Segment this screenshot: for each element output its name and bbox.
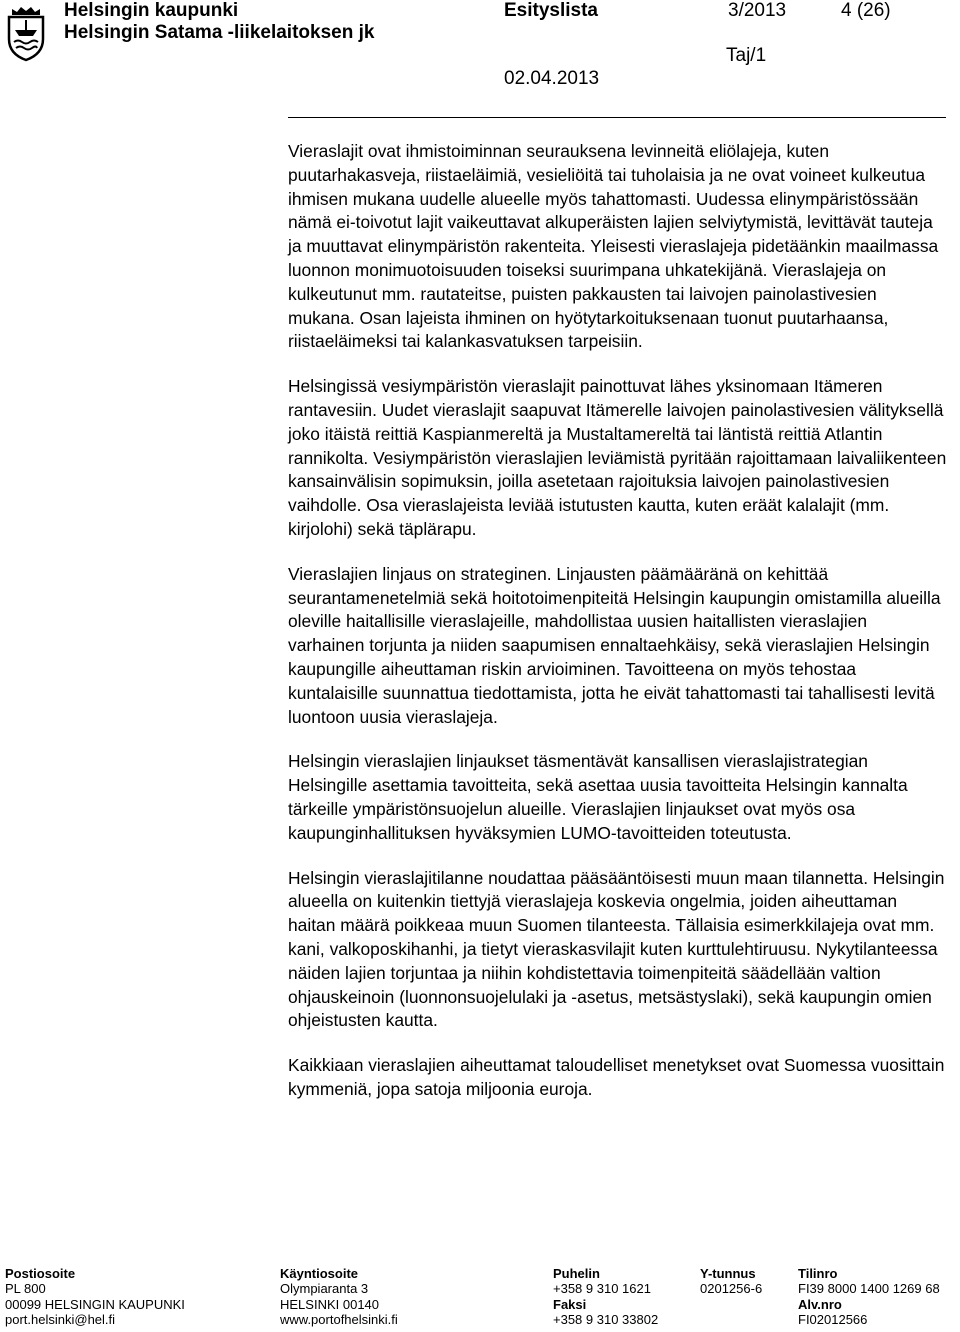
footer-heading: Faksi	[553, 1296, 587, 1312]
section-code: Taj/1	[726, 45, 767, 66]
footer-phone-number: +358 9 310 1621	[553, 1281, 651, 1297]
organization-name: Helsingin kaupunki	[64, 0, 239, 21]
footer-visiting-address	[280, 1266, 398, 1328]
footer-vat-number: FI02012566	[798, 1312, 868, 1328]
footer-heading: Y-tunnus	[700, 1266, 756, 1281]
body-paragraph: Kaikkiaan vieraslajien aiheuttamat taloudelliset menetykset ovat Suomessa vuosittain kymmeniä, jopa satoja miljoonia euroja.	[288, 1055, 945, 1099]
body-paragraph: Vieraslajit ovat ihmistoiminnan seurauksena levinneitä eliölajeja, kuten puutarhakasveja, riistaeläimiä, vesieliöitä tai tuholaisia ja ne ovat voineet kulkeutua ihmisen mukana uudelle alueelle myös tahattomasti. Uudessa elinympäristössään nämä ei-toivotut lajit vaikeuttavat alkuperäisten lajien selviytymistä, levittävät tauteja ja muuttavat elinympäristön rakenteita. Yleisesti vieraslajeja pidetäänkin maailmassa luonnon monimuotoisuuden toiseksi suurimpana uhkatekijänä. Vieraslajeja on kulkeutunut mm. rautateitse, puisten pakkausten tai laivojen painolastivesien mukana. Osan lajeista ihminen on hyötytarkoituksenaan tuonut puutarhaansa, riistaeläimeksi tai kalankasvatuksen tarpeisiin.	[288, 141, 939, 352]
document-type: Esityslista	[504, 0, 598, 21]
meeting-date: 02.04.2013	[504, 68, 600, 89]
footer-postal-address	[5, 1266, 185, 1328]
footer-account-number: FI39 8000 1400 1269 68	[798, 1281, 940, 1297]
footer-business-id-value: 0201256-6	[700, 1281, 763, 1297]
page-number: 4 (26)	[841, 0, 891, 21]
body-paragraph: Helsingin vieraslajitilanne noudattaa pääsääntöisesti muun maan tilannetta. Helsingin alueella on kuitenkin tiettyjä vieraslajeja koskevia ongelmia, joiden aiheuttaman haitan määrä poikkeaa muun Suomen tilanteesta. Tällaisia esimerkkilajeja ovat mm. kani, valkoposkihanhi, ja tietyt vieraskasvilajit kuten kurttulehtiruusu. Nykytilanteessa näiden lajien torjuntaa ja niihin kohdistettavia toimenpiteitä säädellään valtion ohjauskeinoin (luonnonsuojelulaki ja -asetus, metsästyslaki), sekä kaupungin omien ohjeistusten kautta.	[288, 867, 945, 1031]
footer-website: www.portofhelsinki.fi	[280, 1312, 398, 1328]
footer-heading: Tilinro	[798, 1266, 838, 1281]
footer-line: Olympiaranta 3	[280, 1281, 369, 1297]
department-name: Helsingin Satama -liikelaitoksen jk	[64, 22, 375, 43]
footer-fax-number: +358 9 310 33802	[553, 1312, 659, 1328]
document-number: 3/2013	[728, 0, 787, 21]
body-paragraph: Helsingin vieraslajien linjaukset täsmentävät kansallisen vieraslajistrategian Helsingille asettamia tavoitteita, sekä asettaa uusia tavoitteita Helsingin kannalta tärkeille ympäristönsuojelun alueille. Vieraslajien linjaukset ovat myös osa kaupunginhallituksen hyväksymien LUMO-tavoitteiden toteutusta.	[288, 751, 908, 843]
footer-heading: Postiosoite	[5, 1266, 76, 1281]
document-body	[288, 140, 948, 1123]
helsinki-coat-of-arms-icon	[6, 6, 46, 62]
header-divider	[288, 117, 946, 118]
footer-heading: Käyntiosoite	[280, 1266, 359, 1281]
footer-phone	[553, 1266, 658, 1328]
footer-account	[798, 1266, 940, 1328]
footer-line: HELSINKI 00140	[280, 1296, 380, 1312]
footer-heading: Alv.nro	[798, 1296, 842, 1312]
footer-line: PL 800	[5, 1281, 46, 1297]
footer-line: 00099 HELSINGIN KAUPUNKI	[5, 1296, 185, 1312]
body-paragraph: Helsingissä vesiympäristön vieraslajit painottuvat lähes yksinomaan Itämeren rantavesiin. Uudet vieraslajit saapuvat Itämerelle laivojen painolastivesien välityksellä joko itäistä reittiä Kaspianmereltä ja Mustaltamereltä tai läntistä reittiä Atlantin rannikolta. Vesiympäristön vieraslajien leviämistä pyritään rajoittamaan laivaliikenteen kansainvälisin sopimuksin, joilla asetetaan rajoituksia laivojen painolastivesien vaihdolle. Osa vieraslajeista leviää istutusten kautta, kuten eräät kalalajit (mm. kirjolohi) sekä täplärapu.	[288, 376, 947, 539]
footer-business-id	[700, 1266, 762, 1297]
footer-email: port.helsinki@hel.fi	[5, 1312, 116, 1328]
footer-heading: Puhelin	[553, 1266, 600, 1281]
body-paragraph: Vieraslajien linjaus on strateginen. Linjausten päämääränä on kehittää seurantamenetelmiä sekä hoitotoimenpiteitä Helsingin kaupungin omistamilla alueilla oleville haitallisille vieraslajeille, mahdollistaa uusien haitallisten vieraslajien varhainen torjunta ja niiden saapumisen ennaltaehkäisy, sekä vieraslajien Helsingin kaupungille aiheuttaman riskin arvioiminen. Tavoitteena on myös tehostaa kuntalaisille suunnattua tiedottamista, jotta he eivät tahattomasti tai tahallisesti levitä luontoon uusia vieraslajeja.	[288, 563, 941, 727]
